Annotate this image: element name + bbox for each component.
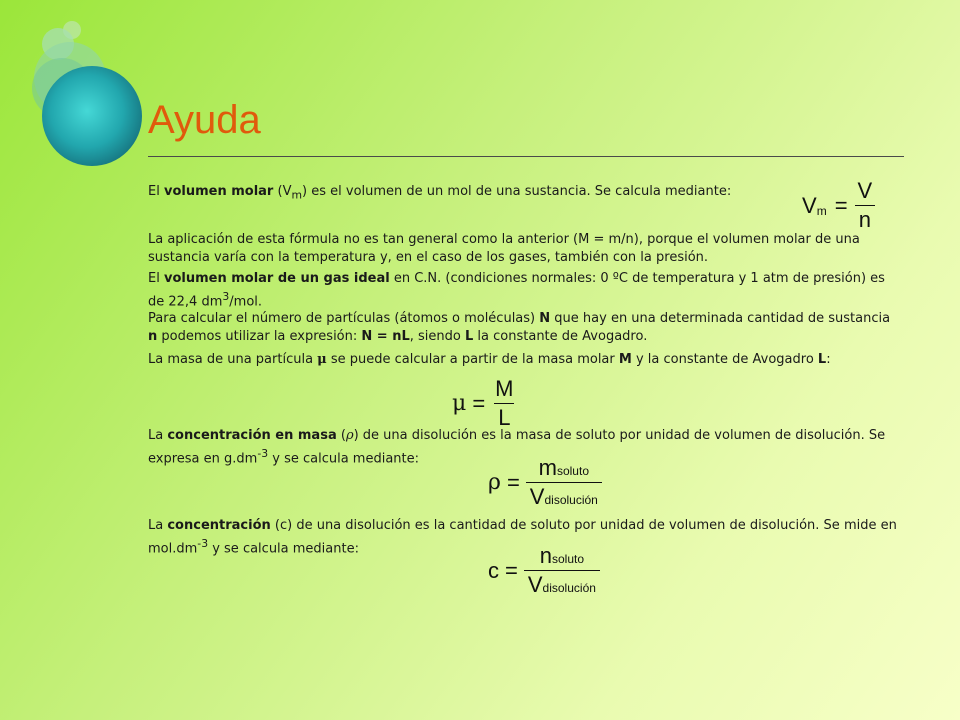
formula-concentration: c = $\frac{\text{nsoluto}}{\text{Vdisolución}}$ [488, 543, 600, 598]
paragraph-ideal-gas: El volumen molar de un gas ideal en C.N. (condiciones normales: 0 ºC de temperatura y 1 atm de presión) es de 22,4 $dm^3$/mol. [148, 271, 885, 310]
formula-particle-mass: μ = $\frac{M}{L}$ [452, 376, 514, 430]
title-divider [148, 156, 904, 157]
paragraph-applicability: La aplicación de esta fórmula no es tan general como la anterior (M = m/n), porque el volumen molar de una sustancia varía con la temperatura y, en el caso de los gases, también con la presión. [148, 232, 860, 265]
paragraph-particles: Para calcular el número de partículas (átomos o moléculas) N que hay en una determinada cantidad de sustancia n podemos utilizar la expresión: N = nL, siendo L la constante de Avogadro. [148, 311, 891, 344]
paragraph-mass-concentration: La concentración en masa (ρ) de una disolución es la masa de soluto por unidad de volumen de disolución. Se expresa en $g.dm^{-3}$ y se calcula mediante: [148, 428, 886, 467]
formula-molar-volume: V m = $\frac{V}{n}$ [802, 178, 876, 233]
paragraph-particle-mass: La masa de una partícula μ se puede calcular a partir de la masa molar M y la constante de Avogadro L: [148, 352, 831, 367]
paragraph-concentration: La concentración (c) de una disolución es la cantidad de soluto por unidad de volumen de disolución. Se mide en $mol.dm^{-3}$ y se calcula mediante: [148, 518, 897, 557]
formula-mass-concentration: ρ = $\frac{\text{msoluto}}{\text{Vdisolución}}$ [488, 455, 602, 510]
paragraph-volumen-molar: El volumen molar $(V_m)$ es el volumen de un mol de una sustancia. Se calcula mediante: [148, 184, 732, 202]
page-title: Ayuda [148, 98, 261, 142]
decorative-bubbles [0, 0, 160, 180]
